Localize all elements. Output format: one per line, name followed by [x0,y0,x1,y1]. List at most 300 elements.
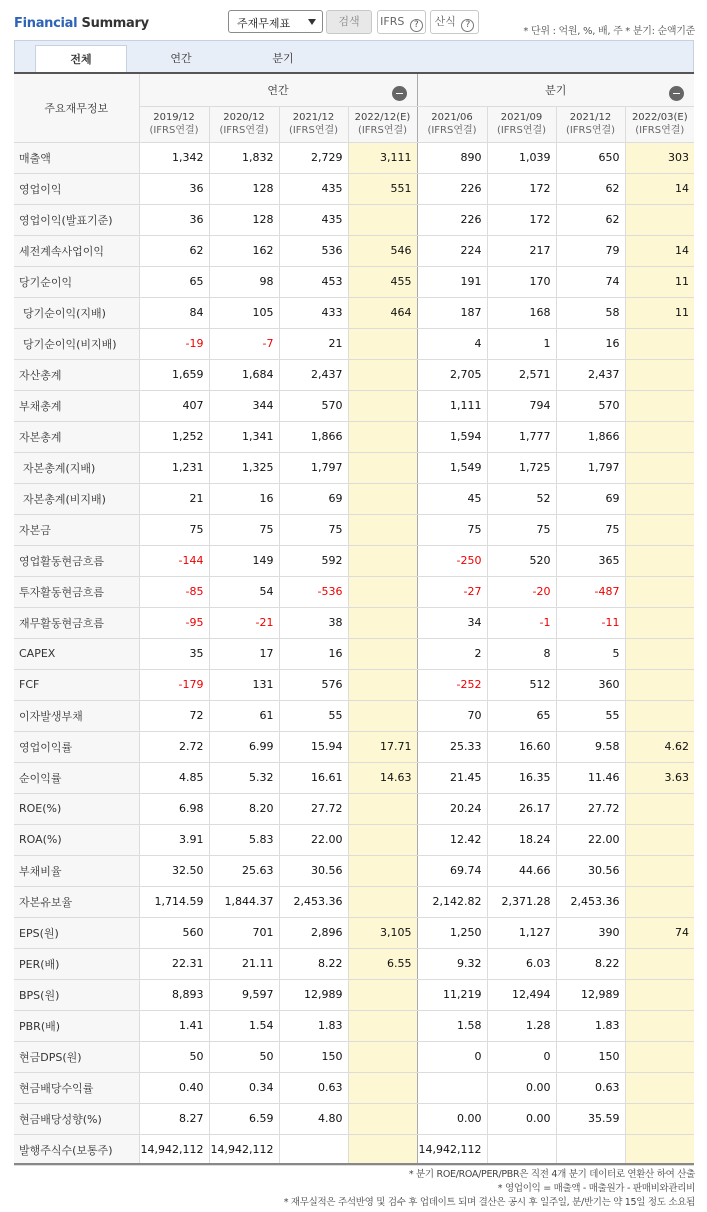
table-row [14,855,694,886]
table-cell: 0.63 [556,1072,625,1103]
table-cell: 2 [417,638,487,669]
table-cell: 12,494 [487,979,556,1010]
table-cell: 79 [556,235,625,266]
table-cell: 360 [556,669,625,700]
row-label: 부채비율 [14,855,139,886]
row-label: 현금배당수익률 [14,1072,139,1103]
table-row [14,793,694,824]
table-cell: 6.03 [487,948,556,979]
table-cell: 8.27 [139,1103,209,1134]
table-cell: 2,437 [556,359,625,390]
table-cell: 1.41 [139,1010,209,1041]
table-cell [348,545,417,576]
table-cell: -85 [139,576,209,607]
table-cell: 98 [209,266,279,297]
table-cell: 2.72 [139,731,209,762]
table-cell [625,1103,694,1134]
table-cell [348,483,417,514]
table-cell: 1,844.37 [209,886,279,917]
table-cell: 1,832 [209,142,279,173]
table-cell: 50 [209,1041,279,1072]
header [0,0,707,42]
table-cell: 2,142.82 [417,886,487,917]
table-cell: 2,705 [417,359,487,390]
footnote: * 영업이익 = 매출액 - 매출원가 - 판매비와관리비 [497,1183,695,1194]
table-row [14,762,694,793]
table-cell [625,421,694,452]
table-cell: 26.17 [487,793,556,824]
quarter-group-label: 분기 [545,83,567,97]
table-cell: 12.42 [417,824,487,855]
table-cell: 128 [209,204,279,235]
table-cell: 20.24 [417,793,487,824]
period-basis: (IFRS연결) [635,125,685,136]
table-cell: 16.60 [487,731,556,762]
table-cell: 131 [209,669,279,700]
table-cell: 16 [209,483,279,514]
table-cell: 62 [139,235,209,266]
table-cell: 520 [487,545,556,576]
row-label: PBR(배) [14,1010,139,1041]
table-cell: 61 [209,700,279,731]
row-header-label: 주요재무정보 [14,74,139,142]
table-row [14,669,694,700]
statement-type-select[interactable] [228,10,323,33]
table-row [14,607,694,638]
table-bottom-border [14,1163,694,1165]
table-cell: 1,325 [209,452,279,483]
row-label: 자산총계 [14,359,139,390]
table-cell [625,1041,694,1072]
period-header [279,106,348,142]
table-cell [348,421,417,452]
table-cell [625,638,694,669]
table-cell: 0.00 [487,1072,556,1103]
table-cell: -252 [417,669,487,700]
table-cell [348,452,417,483]
table-cell: 2,453.36 [279,886,348,917]
footnotes [284,1168,695,1210]
table-cell: 1.83 [279,1010,348,1041]
table-cell: 50 [139,1041,209,1072]
period-header [487,106,556,142]
table-row [14,824,694,855]
table-cell: 1,231 [139,452,209,483]
table-cell: 16 [556,328,625,359]
table-cell: 11.46 [556,762,625,793]
table-cell: 54 [209,576,279,607]
table-row [14,1041,694,1072]
table-cell: 1,111 [417,390,487,421]
table-cell: 172 [487,173,556,204]
table-cell: 1,659 [139,359,209,390]
table-cell [625,607,694,638]
table-cell: 38 [279,607,348,638]
period-label: 2022/12(E) [354,112,411,123]
table-cell: 9.32 [417,948,487,979]
table-cell: 8 [487,638,556,669]
table-row [14,576,694,607]
table-cell: 75 [487,514,556,545]
row-label: 자본총계(지배) [14,452,139,483]
period-header [209,106,279,142]
table-cell [348,700,417,731]
period-header [625,106,694,142]
table-cell: 224 [417,235,487,266]
table-cell: 1.54 [209,1010,279,1041]
table-cell: 36 [139,173,209,204]
period-label: 2020/12 [223,112,265,123]
period-header [348,106,417,142]
table-cell: 75 [556,514,625,545]
row-label: 영업이익률 [14,731,139,762]
table-cell: 11,219 [417,979,487,1010]
table-cell: 21.11 [209,948,279,979]
table-cell: 1,127 [487,917,556,948]
table-cell: 14.63 [348,762,417,793]
row-label: 자본금 [14,514,139,545]
row-label: 현금DPS(원) [14,1041,139,1072]
table-cell: -11 [556,607,625,638]
table-cell: 25.33 [417,731,487,762]
table-cell [348,359,417,390]
row-label: 당기순이익(지배) [14,297,139,328]
period-header [556,106,625,142]
tab-quarterly[interactable]: 분기 [272,52,294,65]
table-cell: 0 [487,1041,556,1072]
table-row [14,1010,694,1041]
table-cell: 3.91 [139,824,209,855]
footnote: * 재무실적은 주석반영 및 검수 후 업데이트 되며 결산은 공시 후 일주일, 분/반기는 약 15일 정도 소요됨 [283,1197,695,1208]
table-row [14,979,694,1010]
row-label: 현금배당성향(%) [14,1103,139,1134]
table-cell: 3.63 [625,762,694,793]
table-cell: 8.22 [556,948,625,979]
table-cell: 65 [487,700,556,731]
table-cell: 25.63 [209,855,279,886]
table-cell: 536 [279,235,348,266]
table-cell: 170 [487,266,556,297]
table-cell: 570 [279,390,348,421]
table-cell [487,1134,556,1165]
row-label: 매출액 [14,142,139,173]
table-cell: 34 [417,607,487,638]
table-cell [348,204,417,235]
table-cell: -95 [139,607,209,638]
period-basis: (IFRS연결) [219,125,269,136]
row-label: 당기순이익 [14,266,139,297]
table-cell: -536 [279,576,348,607]
row-label: 발행주식수(보통주) [14,1134,139,1165]
table-cell: 5.83 [209,824,279,855]
table-cell [625,452,694,483]
table-cell: 1.58 [417,1010,487,1041]
table-cell: 546 [348,235,417,266]
table-cell: 150 [279,1041,348,1072]
table-cell: 11 [625,297,694,328]
table-cell [348,1103,417,1134]
table-cell [348,1072,417,1103]
table-cell [348,855,417,886]
table-row [14,359,694,390]
table-cell: -250 [417,545,487,576]
table-cell [625,855,694,886]
period-label: 2021/12 [292,112,335,123]
table-cell: 560 [139,917,209,948]
table-cell: 433 [279,297,348,328]
table-cell: 27.72 [556,793,625,824]
table-cell [417,1072,487,1103]
table-cell [348,979,417,1010]
table-cell: 105 [209,297,279,328]
table-cell: 455 [348,266,417,297]
title-part-2: Summary [81,16,149,31]
period-basis: (IFRS연결) [496,125,547,136]
table-cell: 4.85 [139,762,209,793]
table-cell: 14,942,112 [139,1134,209,1165]
table-cell: 8.22 [279,948,348,979]
table-row [14,886,694,917]
table-cell: 0 [417,1041,487,1072]
ifrs-label: IFRS [380,15,405,28]
table-cell: 1.83 [556,1010,625,1041]
table-cell: 1,777 [487,421,556,452]
period-basis: (IFRS연결) [149,125,199,136]
row-label: 순이익률 [14,762,139,793]
annual-group-label: 연간 [267,83,289,97]
table-cell: 74 [625,917,694,948]
table-cell [348,1041,417,1072]
table-row [14,328,694,359]
row-label: CAPEX [14,638,139,669]
period-basis: (IFRS연결) [357,125,408,136]
table-cell: 14 [625,173,694,204]
row-label: 영업활동현금흐름 [14,545,139,576]
row-label: 자본총계 [14,421,139,452]
table-cell: 570 [556,390,625,421]
search-button[interactable]: 검색 [326,10,372,34]
table-cell: 30.56 [279,855,348,886]
table-row [14,452,694,483]
table-cell [348,793,417,824]
quarter-group-header [417,74,694,106]
table-cell: 1,252 [139,421,209,452]
collapse-annual-icon[interactable] [392,86,407,101]
table-cell [348,328,417,359]
table-cell: 17 [209,638,279,669]
table-cell: 75 [417,514,487,545]
table-cell: 8,893 [139,979,209,1010]
table-row [14,1072,694,1103]
table-cell: 74 [556,266,625,297]
table-row [14,545,694,576]
table-cell: 2,896 [279,917,348,948]
chevron-down-icon [308,19,316,25]
table-cell: 303 [625,142,694,173]
table-cell [348,638,417,669]
row-label: 영업이익 [14,173,139,204]
table-row [14,700,694,731]
table-cell: 344 [209,390,279,421]
period-header [417,106,487,142]
row-label: 자본유보율 [14,886,139,917]
table-row [14,948,694,979]
table-cell [556,1134,625,1165]
table-cell: 1,797 [556,452,625,483]
row-label: EPS(원) [14,917,139,948]
table-cell [625,545,694,576]
table-cell: 22.00 [556,824,625,855]
table-cell: 576 [279,669,348,700]
table-cell: 17.71 [348,731,417,762]
table-cell [625,886,694,917]
ifrs-help-button[interactable] [377,10,426,34]
table-cell: -21 [209,607,279,638]
table-cell [625,700,694,731]
period-label: 2019/12 [153,112,195,123]
table-cell: 149 [209,545,279,576]
table-cell [625,1010,694,1041]
table-cell: 2,571 [487,359,556,390]
row-label: ROA(%) [14,824,139,855]
table-cell: 217 [487,235,556,266]
table-cell [625,328,694,359]
row-label: FCF [14,669,139,700]
table-cell: 4 [417,328,487,359]
table-cell: 890 [417,142,487,173]
table-cell: 75 [209,514,279,545]
period-basis: (IFRS연결) [427,125,477,136]
table-cell: 6.55 [348,948,417,979]
title-part-1: Financial [14,16,78,31]
table-cell [348,576,417,607]
table-cell: 1,684 [209,359,279,390]
period-basis: (IFRS연결) [565,125,616,136]
table-cell: 2,453.36 [556,886,625,917]
table-cell: 58 [556,297,625,328]
row-label: 당기순이익(비지배) [14,328,139,359]
table-row [14,514,694,545]
table-cell: 65 [139,266,209,297]
row-label: 영업이익(발표기준) [14,204,139,235]
table-cell: 84 [139,297,209,328]
table-cell [348,607,417,638]
table-cell: 701 [209,917,279,948]
footnote: * 분기 ROE/ROA/PER/PBR은 직전 4개 분기 데이터로 연환산 하여 산출 [408,1169,695,1180]
period-label: 2021/06 [431,112,473,123]
table-row [14,1134,694,1165]
table-cell: 12,989 [279,979,348,1010]
table-cell: 14 [625,235,694,266]
table-cell: 5.32 [209,762,279,793]
table-cell: 44.66 [487,855,556,886]
table-cell [348,1010,417,1041]
table-cell: 3,111 [348,142,417,173]
table-cell: 168 [487,297,556,328]
table-cell: 62 [556,204,625,235]
table-cell: 6.99 [209,731,279,762]
table-cell [348,390,417,421]
collapse-quarter-icon[interactable] [669,86,684,101]
table-row [14,173,694,204]
table-row [14,731,694,762]
period-label: 2021/09 [500,112,543,123]
table-cell: 72 [139,700,209,731]
table-cell: 226 [417,173,487,204]
table-cell: 407 [139,390,209,421]
table-cell: 18.24 [487,824,556,855]
table-row [14,1103,694,1134]
table-cell [348,824,417,855]
table-cell: 70 [417,700,487,731]
table-cell: 512 [487,669,556,700]
table-cell: 75 [139,514,209,545]
table-cell: 32.50 [139,855,209,886]
table-cell: 27.72 [279,793,348,824]
row-label: PER(배) [14,948,139,979]
table-cell [625,1072,694,1103]
period-header [139,106,209,142]
table-cell: 1,797 [279,452,348,483]
table-cell: -487 [556,576,625,607]
table-cell: 36 [139,204,209,235]
table-cell [625,390,694,421]
table-cell: 2,371.28 [487,886,556,917]
question-icon: ? [410,19,423,32]
table-row [14,483,694,514]
table-cell: 6.98 [139,793,209,824]
table-cell: 30.56 [556,855,625,886]
row-label: 재무활동현금흐름 [14,607,139,638]
period-basis: (IFRS연결) [288,125,339,136]
table-cell: 1,594 [417,421,487,452]
table-cell: 45 [417,483,487,514]
table-cell [348,886,417,917]
table-cell: 2,437 [279,359,348,390]
table-cell [625,204,694,235]
table-cell: 0.00 [417,1103,487,1134]
table-row [14,142,694,173]
table-cell: 162 [209,235,279,266]
table-cell: 22.00 [279,824,348,855]
table-cell: 1,866 [279,421,348,452]
table-cell: -20 [487,576,556,607]
table-cell: 35.59 [556,1103,625,1134]
tab-annual[interactable]: 연간 [170,52,192,65]
question-icon: ? [461,19,474,32]
table-cell [625,483,694,514]
table-cell: 650 [556,142,625,173]
table-cell: 8.20 [209,793,279,824]
tab-all[interactable]: 전체 [35,45,127,73]
table-row [14,917,694,948]
table-cell: 9.58 [556,731,625,762]
table-cell: 21 [279,328,348,359]
table-cell: 435 [279,204,348,235]
formula-label: 산식 [434,15,456,28]
table-cell [625,576,694,607]
table-cell: 12,989 [556,979,625,1010]
formula-help-button[interactable] [430,10,479,34]
table-cell [625,514,694,545]
table-cell [625,359,694,390]
table-cell: 150 [556,1041,625,1072]
table-cell: 62 [556,173,625,204]
row-label: 이자발생부채 [14,700,139,731]
table-cell [625,979,694,1010]
table-row [14,297,694,328]
row-label: 부채총계 [14,390,139,421]
